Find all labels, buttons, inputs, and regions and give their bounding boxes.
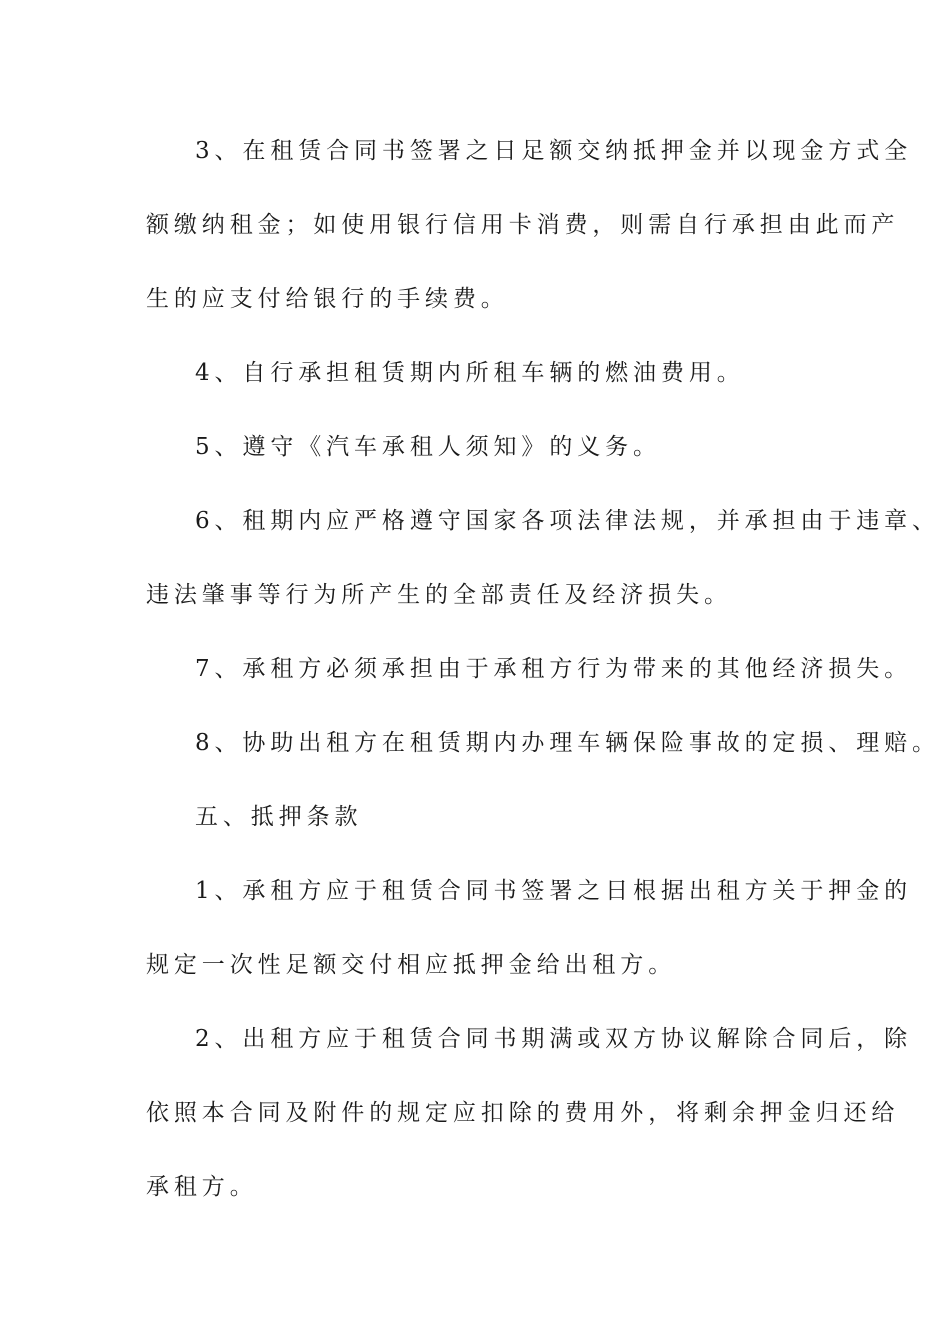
document-body bbox=[146, 127, 940, 1237]
paragraph-line: 6、租期内应严格遵守国家各项法律法规，并承担由于违章、 bbox=[195, 508, 940, 534]
paragraph-line: 规定一次性足额交付相应抵押金给出租方。 bbox=[146, 952, 677, 978]
paragraph-line: 2、出租方应于租赁合同书期满或双方协议解除合同后，除 bbox=[195, 1026, 913, 1052]
paragraph-line: 8、协助出租方在租赁期内办理车辆保险事故的定损、理赔。 bbox=[195, 730, 940, 756]
section-heading: 五、抵押条款 bbox=[195, 804, 363, 830]
paragraph-line: 7、承租方必须承担由于承租方行为带来的其他经济损失。 bbox=[195, 656, 913, 682]
paragraph-line: 生的应支付给银行的手续费。 bbox=[146, 286, 509, 312]
paragraph-line: 5、遵守《汽车承租人须知》的义务。 bbox=[195, 434, 661, 460]
paragraph-line: 承租方。 bbox=[146, 1174, 258, 1200]
paragraph-line: 依照本合同及附件的规定应扣除的费用外，将剩余押金归还给 bbox=[146, 1100, 900, 1126]
paragraph-line: 额缴纳租金；如使用银行信用卡消费，则需自行承担由此而产 bbox=[146, 212, 900, 238]
paragraph-line: 4、自行承担租赁期内所租车辆的燃油费用。 bbox=[195, 360, 745, 386]
paragraph-line: 违法肇事等行为所产生的全部责任及经济损失。 bbox=[146, 582, 732, 608]
paragraph-line: 3、在租赁合同书签署之日足额交纳抵押金并以现金方式全 bbox=[195, 138, 913, 164]
paragraph-line: 1、承租方应于租赁合同书签署之日根据出租方关于押金的 bbox=[195, 878, 913, 904]
